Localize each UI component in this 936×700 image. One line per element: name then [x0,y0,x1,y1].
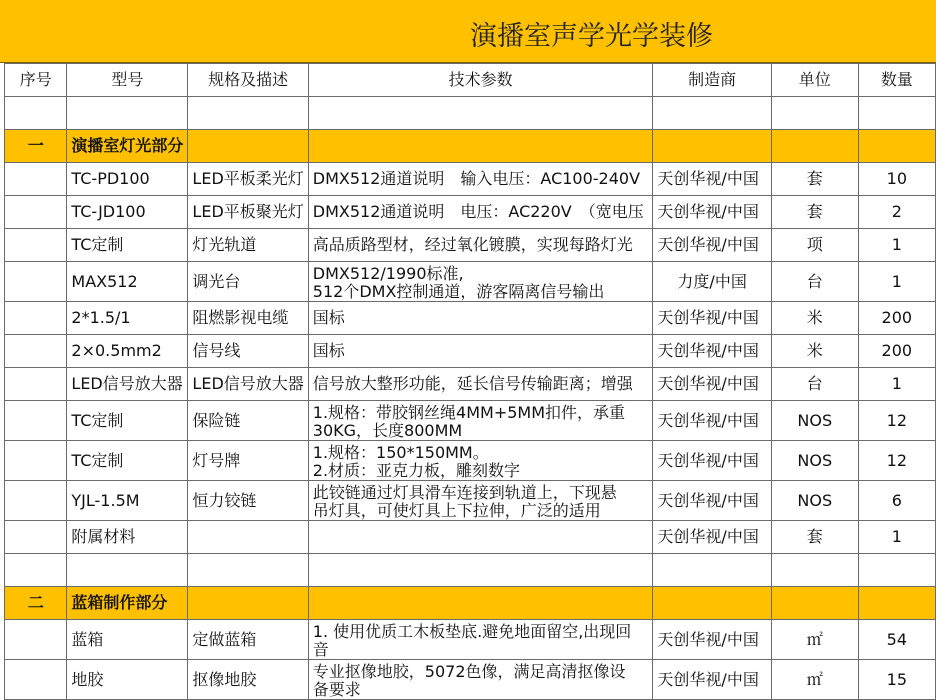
index-cell[interactable] [5,441,67,481]
index-cell[interactable] [5,368,67,401]
unit-cell[interactable]: 项 [771,229,858,262]
header-spec[interactable]: 规格及描述 [188,64,308,97]
params-cell[interactable]: 此铰链通过灯具滑车连接到轨道上，下现悬 吊灯具，可使灯具上下拉伸，广泛的适用 [308,481,653,521]
spec-cell[interactable]: 定做蓝箱 [188,620,308,660]
table-row [5,335,936,368]
empty-cell[interactable] [188,554,308,587]
params-cell[interactable]: 国标 [308,302,653,335]
spec-cell[interactable]: 信号线 [188,335,308,368]
model-cell[interactable]: TC定制 [67,441,188,481]
section-name[interactable]: 蓝箱制作部分 [67,587,188,620]
qty-cell[interactable]: 1 [858,262,935,302]
qty-cell[interactable]: 12 [858,441,935,481]
empty-cell[interactable] [858,554,935,587]
maker-cell[interactable]: 天创华视/中国 [653,441,771,481]
qty-cell[interactable]: 12 [858,401,935,441]
empty-cell[interactable] [308,97,653,130]
model-cell[interactable]: MAX512 [67,262,188,302]
sheet-title: 演播室声学光学装修 [470,21,713,52]
index-cell[interactable] [5,163,67,196]
model-cell[interactable]: YJL-1.5M [67,481,188,521]
unit-cell[interactable]: 套 [771,521,858,554]
header-maker[interactable]: 制造商 [653,64,771,97]
empty-cell[interactable] [308,554,653,587]
section-empty-cell[interactable] [308,130,653,163]
params-cell[interactable]: 高品质路型材，经过氧化镀膜，实现每路灯光 [308,229,653,262]
header-params[interactable]: 技术参数 [308,64,653,97]
unit-cell[interactable]: NOS [771,401,858,441]
unit-cell[interactable]: 台 [771,368,858,401]
table-row [5,481,936,521]
table-row [5,196,936,229]
qty-cell[interactable]: 1 [858,368,935,401]
model-cell[interactable]: TC-PD100 [67,163,188,196]
spec-cell[interactable] [188,521,308,554]
header-row [5,64,936,97]
params-cell[interactable]: DMX512通道说明 输入电压：AC100-240V [308,163,653,196]
model-cell[interactable]: 附属材料 [67,521,188,554]
unit-cell[interactable]: 套 [771,196,858,229]
maker-cell[interactable]: 天创华视/中国 [653,163,771,196]
header-index[interactable]: 序号 [5,64,67,97]
table-row [5,401,936,441]
maker-cell[interactable]: 天创华视/中国 [653,368,771,401]
section-index[interactable]: 二 [5,587,67,620]
empty-cell[interactable] [771,97,858,130]
model-cell[interactable]: 蓝箱 [67,620,188,660]
params-cell[interactable]: 1. 使用优质工木板垫底.避免地面留空,出现回 音 [308,620,653,660]
spec-cell[interactable]: 灯号牌 [188,441,308,481]
index-cell[interactable] [5,262,67,302]
equipment-table [4,63,936,700]
unit-cell[interactable]: NOS [771,441,858,481]
empty-cell[interactable] [5,554,67,587]
index-cell[interactable] [5,481,67,521]
params-cell[interactable]: 信号放大整形功能，延长信号传输距离；增强 [308,368,653,401]
spec-cell[interactable]: 调光台 [188,262,308,302]
model-cell[interactable]: TC定制 [67,401,188,441]
model-cell[interactable]: 2×0.5mm2 [67,335,188,368]
qty-cell[interactable]: 1 [858,521,935,554]
empty-cell[interactable] [67,97,188,130]
empty-cell[interactable] [653,97,771,130]
section-empty-cell[interactable] [653,587,771,620]
params-cell[interactable]: DMX512/1990标准, 512个DMX控制通道，游客隔离信号输出 [308,262,653,302]
params-cell[interactable]: 国标 [308,335,653,368]
section-name[interactable]: 演播室灯光部分 [67,130,188,163]
model-cell[interactable]: 地胶 [67,660,188,700]
params-cell[interactable]: 专业抠像地胶，5072色像，满足高清抠像设 备要求 [308,660,653,700]
params-cell[interactable]: 1.规格：带胶钢丝绳4MM+5MM扣件，承重 30KG，长度800MM [308,401,653,441]
table-row [5,368,936,401]
qty-cell[interactable]: 2 [858,196,935,229]
section-empty-cell[interactable] [188,130,308,163]
empty-cell[interactable] [188,97,308,130]
unit-cell[interactable]: 台 [771,262,858,302]
maker-cell[interactable]: 天创华视/中国 [653,521,771,554]
spec-cell[interactable]: 抠像地胶 [188,660,308,700]
model-cell[interactable]: LED信号放大器 [67,368,188,401]
maker-cell[interactable]: 天创华视/中国 [653,302,771,335]
spec-cell[interactable]: LED平板聚光灯 [188,196,308,229]
maker-cell[interactable]: 天创华视/中国 [653,620,771,660]
unit-cell[interactable]: NOS [771,481,858,521]
spec-cell[interactable]: LED平板柔光灯 [188,163,308,196]
header-model[interactable]: 型号 [67,64,188,97]
table-row [5,441,936,481]
empty-row [5,97,936,130]
index-cell[interactable] [5,196,67,229]
table-row [5,620,936,660]
unit-cell[interactable]: ㎡ [771,620,858,660]
maker-cell[interactable]: 天创华视/中国 [653,481,771,521]
params-cell[interactable]: DMX512通道说明 电压：AC220V （宽电压 [308,196,653,229]
spec-cell[interactable]: 灯光轨道 [188,229,308,262]
section-empty-cell[interactable] [653,130,771,163]
index-cell[interactable] [5,620,67,660]
section-row [5,587,936,620]
table-row [5,302,936,335]
index-cell[interactable] [5,229,67,262]
empty-cell[interactable] [771,554,858,587]
empty-cell[interactable] [67,554,188,587]
params-cell[interactable]: 1.规格：150*150MM。 2.材质：亚克力板，雕刻数字 [308,441,653,481]
title-bar [0,0,936,63]
table-row [5,521,936,554]
section-empty-cell[interactable] [858,130,935,163]
table-row [5,163,936,196]
empty-cell[interactable] [858,97,935,130]
maker-cell[interactable]: 力度/中国 [653,262,771,302]
section-empty-cell[interactable] [771,130,858,163]
qty-cell[interactable]: 200 [858,335,935,368]
maker-cell[interactable]: 天创华视/中国 [653,660,771,700]
header-unit[interactable]: 单位 [771,64,858,97]
maker-cell[interactable]: 天创华视/中国 [653,229,771,262]
unit-cell[interactable]: 米 [771,335,858,368]
unit-cell[interactable]: 套 [771,163,858,196]
section-empty-cell[interactable] [858,587,935,620]
params-cell[interactable] [308,521,653,554]
section-empty-cell[interactable] [188,587,308,620]
index-cell[interactable] [5,660,67,700]
qty-cell[interactable]: 15 [858,660,935,700]
qty-cell[interactable]: 200 [858,302,935,335]
empty-cell[interactable] [653,554,771,587]
index-cell[interactable] [5,401,67,441]
section-index[interactable]: 一 [5,130,67,163]
table-row [5,262,936,302]
section-empty-cell[interactable] [308,587,653,620]
unit-cell[interactable]: ㎡ [771,660,858,700]
empty-cell[interactable] [5,97,67,130]
maker-cell[interactable]: 天创华视/中国 [653,335,771,368]
maker-cell[interactable]: 天创华视/中国 [653,196,771,229]
table-row [5,229,936,262]
section-empty-cell[interactable] [771,587,858,620]
index-cell[interactable] [5,302,67,335]
model-cell[interactable]: TC定制 [67,229,188,262]
maker-cell[interactable]: 天创华视/中国 [653,401,771,441]
spec-cell[interactable]: 保险链 [188,401,308,441]
qty-cell[interactable]: 10 [858,163,935,196]
section-row [5,130,936,163]
qty-cell[interactable]: 54 [858,620,935,660]
header-qty[interactable]: 数量 [858,64,935,97]
qty-cell[interactable]: 1 [858,229,935,262]
spec-cell[interactable]: 阻燃影视电缆 [188,302,308,335]
model-cell[interactable]: 2*1.5/1 [67,302,188,335]
spec-cell[interactable]: 恒力铰链 [188,481,308,521]
unit-cell[interactable]: 米 [771,302,858,335]
qty-cell[interactable]: 6 [858,481,935,521]
empty-row [5,554,936,587]
table-row [5,660,936,700]
index-cell[interactable] [5,521,67,554]
spec-cell[interactable]: LED信号放大器 [188,368,308,401]
model-cell[interactable]: TC-JD100 [67,196,188,229]
index-cell[interactable] [5,335,67,368]
